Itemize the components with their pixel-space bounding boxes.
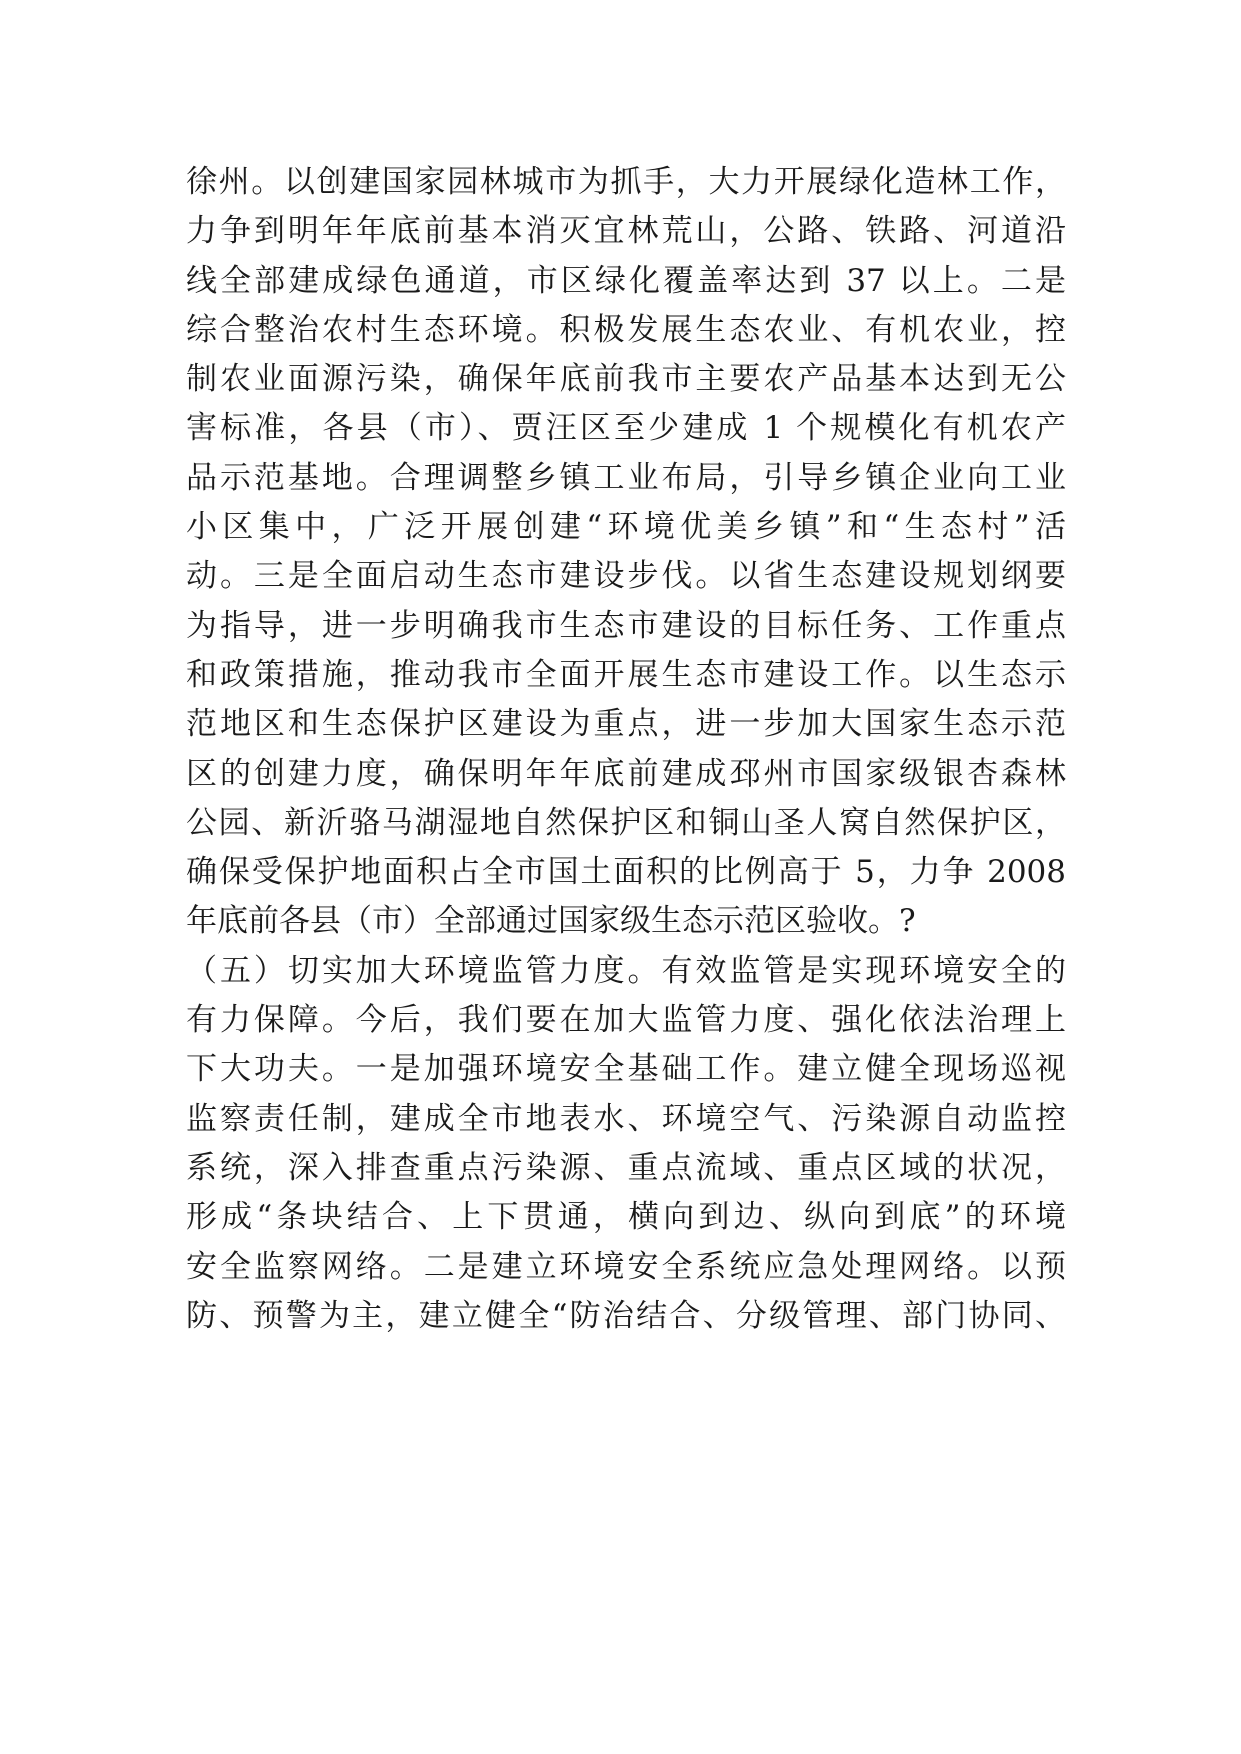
text-line: 力争到明年年底前基本消灭宜林荒山，公路、铁路、河道沿 [186, 213, 1066, 250]
body-text [186, 158, 1066, 1341]
text-line: 为指导，进一步明确我市生态市建设的目标任务、工作重点 [186, 607, 1066, 644]
text-line: 线全部建成绿色通道，市区绿化覆盖率达到 37 以上。二是 [186, 262, 1066, 299]
text-line: 下大功夫。一是加强环境安全基础工作。建立健全现场巡视 [186, 1051, 1066, 1088]
text-line: 系统，深入排查重点污染源、重点流域、重点区域的状况， [186, 1149, 1066, 1186]
text-line: 有力保障。今后，我们要在加大监管力度、强化依法治理上 [186, 1002, 1066, 1039]
text-line: 区的创建力度，确保明年年底前建成邳州市国家级银杏森林 [186, 755, 1066, 792]
text-line: 形成“条块结合、上下贯通，横向到边、纵向到底”的环境 [186, 1199, 1066, 1236]
text-line: 动。三是全面启动生态市建设步伐。以省生态建设规划纲要 [186, 558, 1066, 595]
text-line: 害标准，各县（市）、贾汪区至少建成 1 个规模化有机农产 [186, 410, 1066, 447]
text-line: 确保受保护地面积占全市国土面积的比例高于 5，力争 2008 [186, 854, 1066, 891]
text-line: 综合整治农村生态环境。积极发展生态农业、有机农业，控 [186, 311, 1066, 348]
text-line: 制农业面源污染，确保年底前我市主要农产品基本达到无公 [186, 361, 1066, 398]
text-line: 年底前各县（市）全部通过国家级生态示范区验收。? [186, 903, 916, 940]
section-heading-line: （五）切实加大环境监管力度。有效监管是实现环境安全的 [186, 952, 1066, 989]
text-line: 防、预警为主，建立健全“防治结合、分级管理、部门协同、 [186, 1297, 1066, 1334]
text-line: 公园、新沂骆马湖湿地自然保护区和铜山圣人窝自然保护区， [186, 804, 1066, 841]
text-line: 范地区和生态保护区建设为重点，进一步加大国家生态示范 [186, 706, 1066, 743]
text-line: 安全监察网络。二是建立环境安全系统应急处理网络。以预 [186, 1248, 1066, 1285]
text-line: 徐州。以创建国家园林城市为抓手，大力开展绿化造林工作， [186, 164, 1066, 200]
text-line: 小区集中，广泛开展创建“环境优美乡镇”和“生态村”活 [186, 509, 1066, 546]
text-line: 监察责任制，建成全市地表水、环境空气、污染源自动监控 [186, 1100, 1066, 1137]
text-line: 品示范基地。合理调整乡镇工业布局，引导乡镇企业向工业 [186, 459, 1066, 496]
text-line: 和政策措施，推动我市全面开展生态市建设工作。以生态示 [186, 656, 1066, 693]
